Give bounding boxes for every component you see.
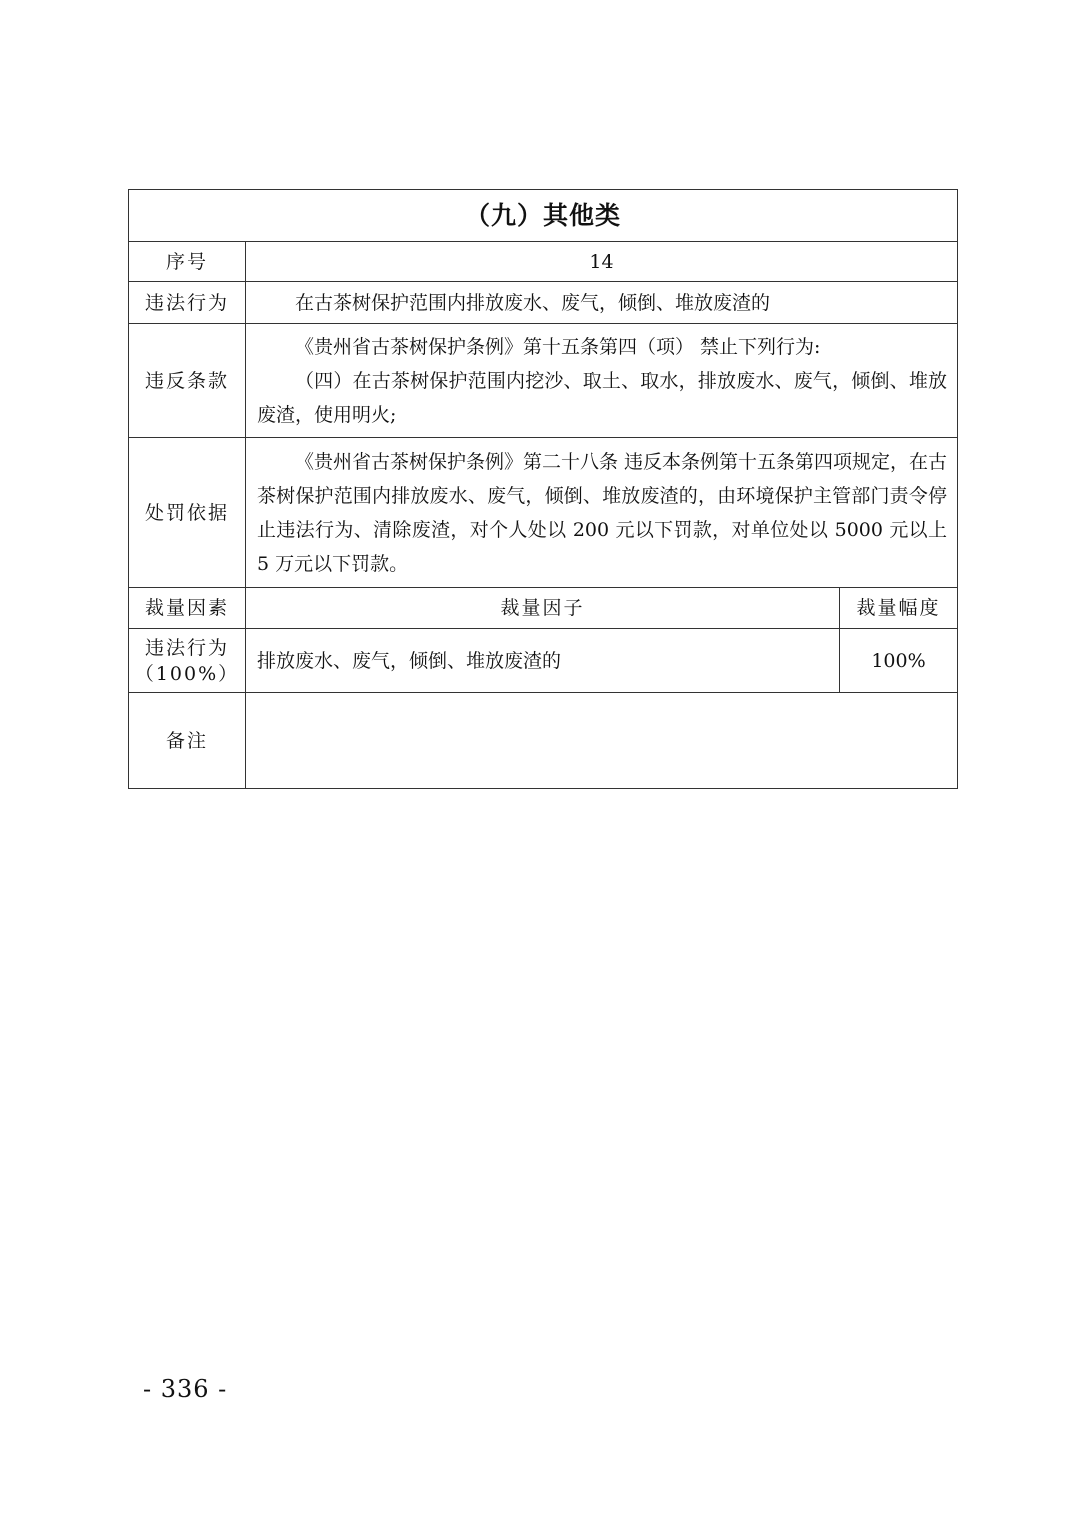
violation-text: 在古茶树保护范围内排放废水、废气，倾倒、堆放废渣的 [295,291,771,314]
discretion-element-value: 排放废水、废气，倾倒、堆放废渣的 [246,629,840,693]
discretion-range-value: 100% [840,629,958,693]
serial-label: 序号 [129,242,246,282]
penalty-standard-table [128,189,958,789]
penalty-basis-row [129,438,958,588]
violation-cell [246,282,958,324]
title-row [129,190,958,242]
discretion-header-row [129,588,958,629]
remarks-value [246,693,958,789]
serial-value: 14 [246,242,958,282]
section-title: （九）其他类 [129,190,958,242]
penalty-basis-label: 处罚依据 [129,438,246,588]
page-number: - 336 - [143,1375,228,1403]
clause-line-1: 《贵州省古茶树保护条例》第十五条第四（项） 禁止下列行为: [295,335,821,358]
violation-label: 违法行为 [129,282,246,324]
discretion-row [129,629,958,693]
discretion-factor-line-2: （100%） [134,662,240,685]
discretion-range-header: 裁量幅度 [840,588,958,629]
penalty-basis-text: 《贵州省古茶树保护条例》第二十八条 违反本条例第十五条第四项规定，在古茶树保护范围内排放废水、废气，倾倒、堆放废渣的，由环境保护主管部门责令停止违法行为、清除废渣，对个人处以 200 元以下罚款，对单位处以 5000 元以上 5 万元以下罚款。 [257,450,948,575]
clause-row [129,324,958,438]
clause-line-2: （四）在古茶树保护范围内挖沙、取土、取水，排放废水、废气，倾倒、堆放废渣，使用明火; [257,369,948,426]
discretion-factor-cell [129,629,246,693]
discretion-factor-header: 裁量因素 [129,588,246,629]
remarks-label: 备注 [129,693,246,789]
clause-cell [246,324,958,438]
discretion-element-header: 裁量因子 [246,588,840,629]
penalty-basis-cell [246,438,958,588]
violation-row [129,282,958,324]
clause-label: 违反条款 [129,324,246,438]
serial-row [129,242,958,282]
remarks-row [129,693,958,789]
discretion-factor-line-1: 违法行为 [144,636,229,659]
